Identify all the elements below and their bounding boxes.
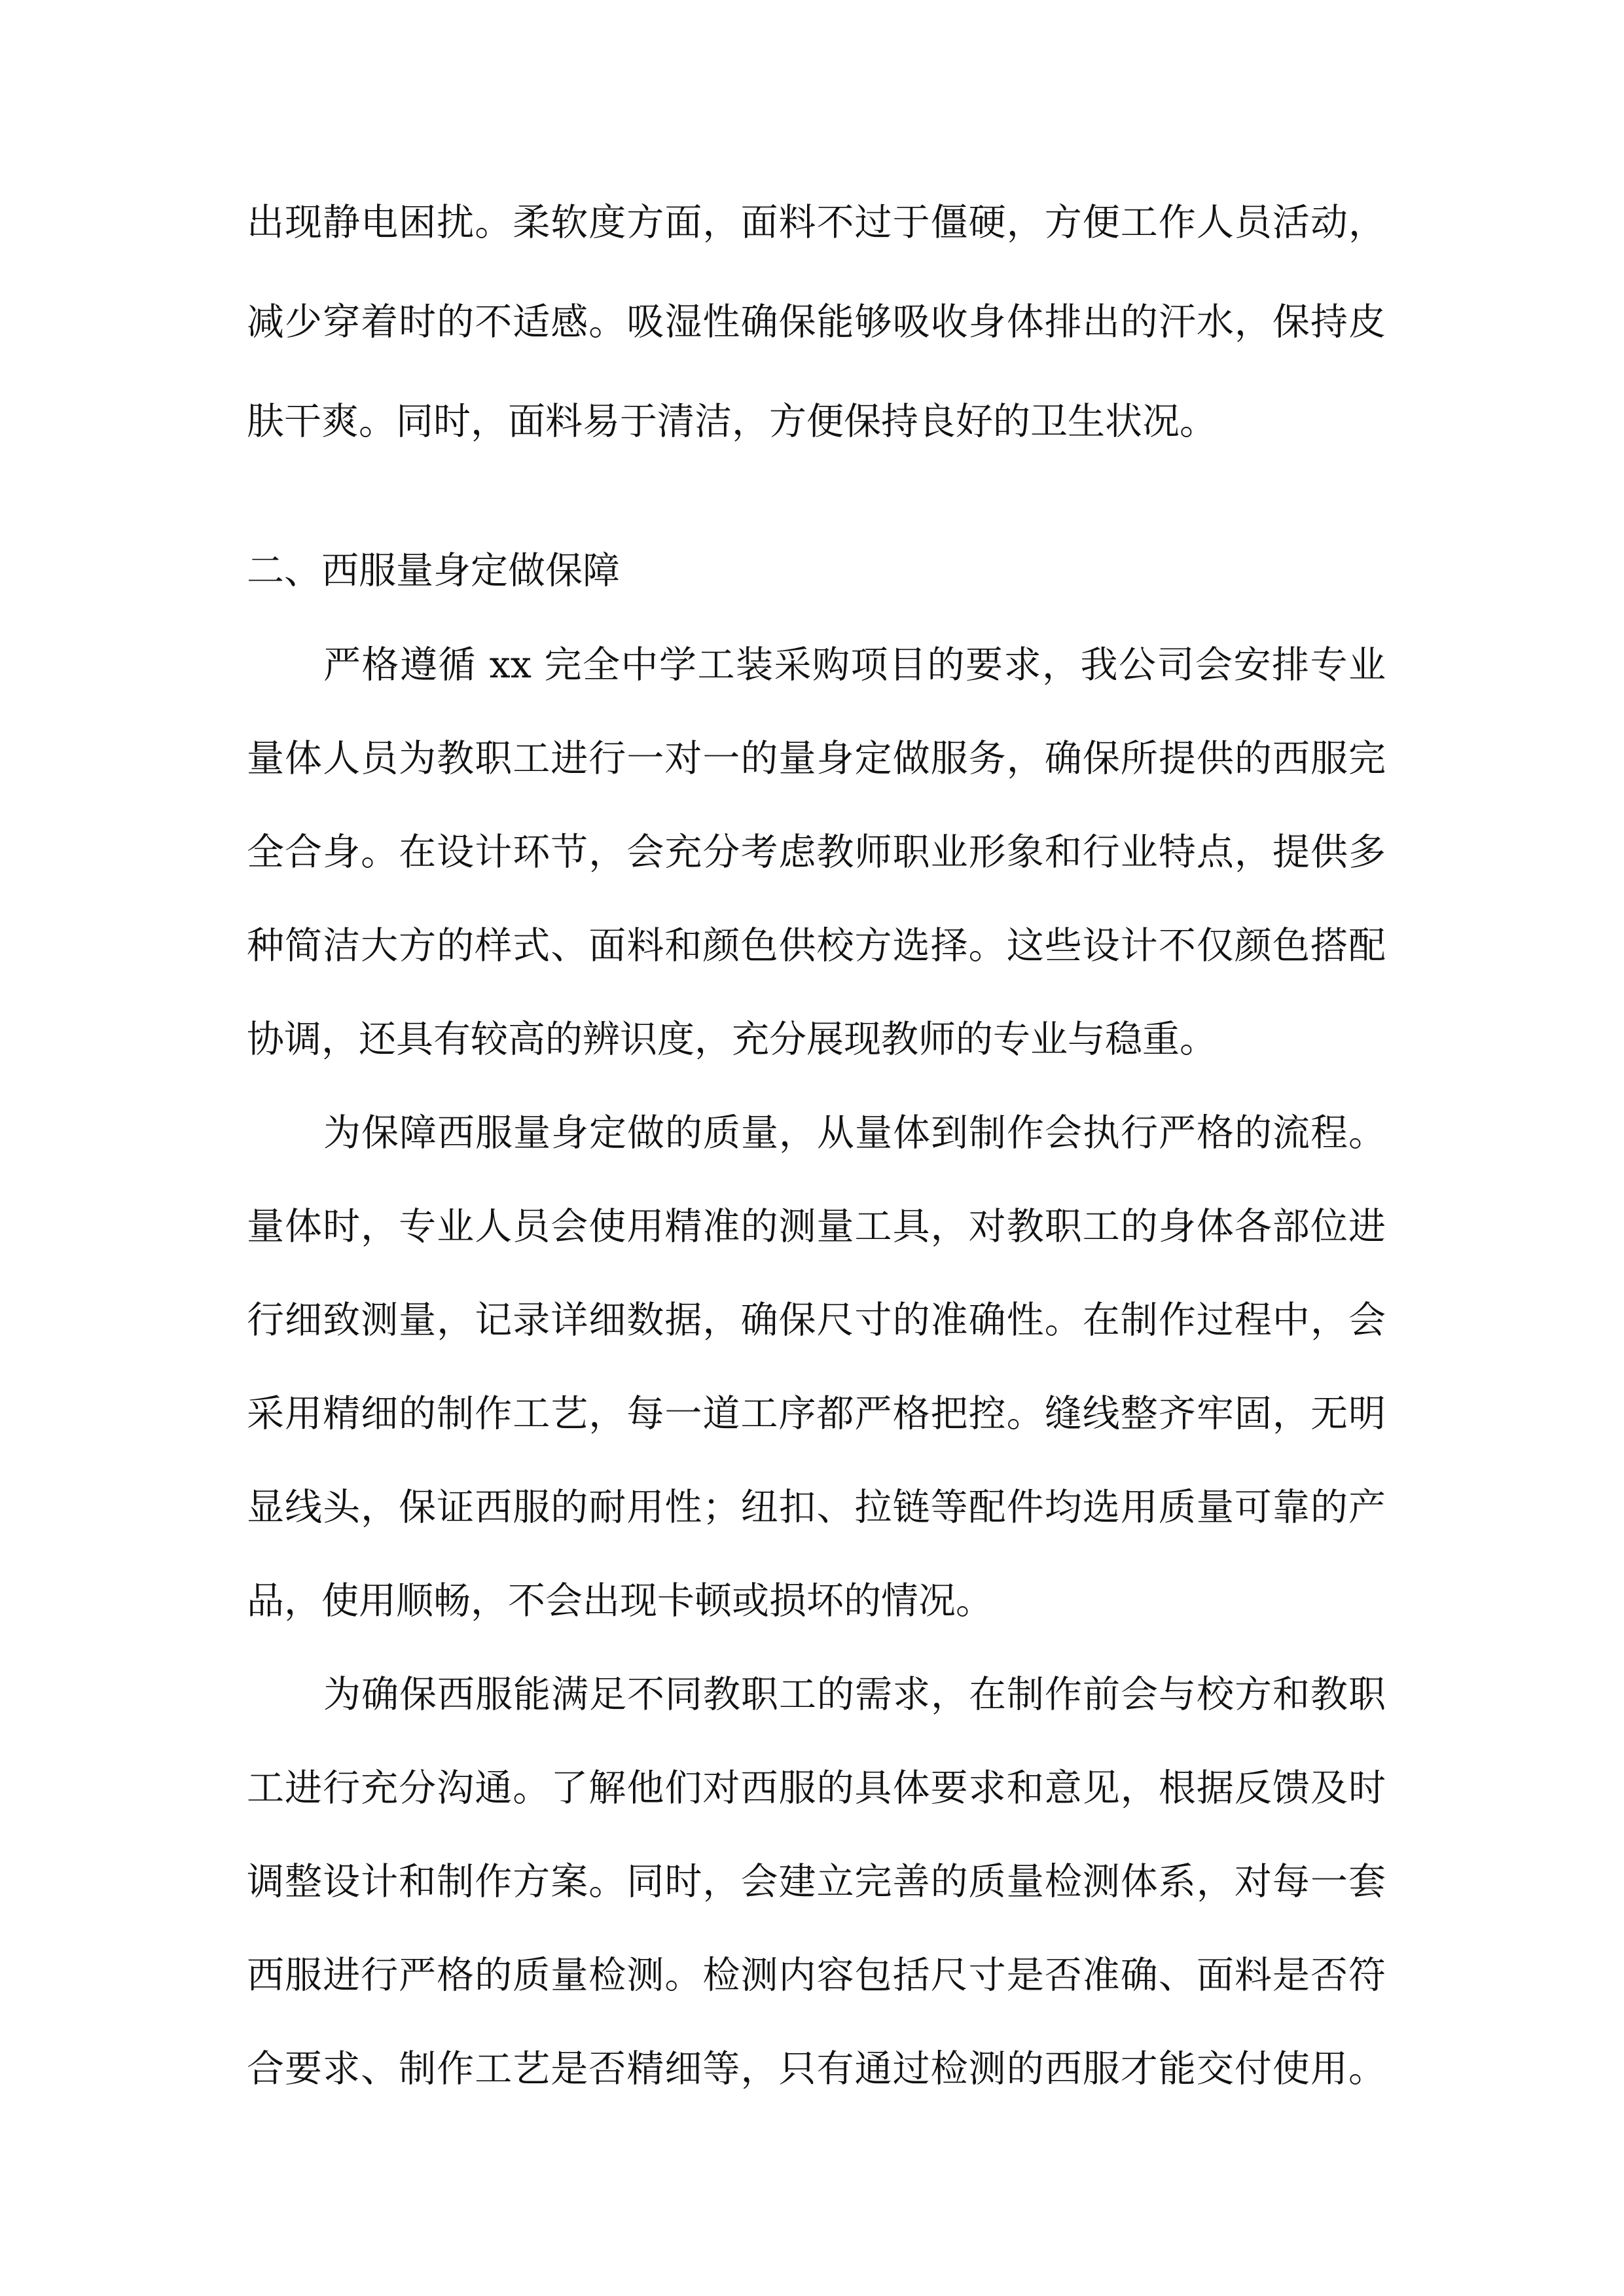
paragraph-line: 量体时，专业人员会使用精准的测量工具，对教职工的身体各部位进 xyxy=(247,1205,1386,1248)
paragraph-line: 行细致测量，记录详细数据，确保尺寸的准确性。在制作过程中，会 xyxy=(247,1299,1386,1342)
paragraph-line: 全合身。在设计环节，会充分考虑教师职业形象和行业特点，提供多 xyxy=(247,831,1386,874)
paragraph-line: 为保障西服量身定做的质量，从量体到制作会执行严格的流程。 xyxy=(323,1111,1386,1155)
text-line: 减少穿着时的不适感。吸湿性确保能够吸收身体排出的汗水，保持皮 xyxy=(247,300,1386,344)
text-line: 出现静电困扰。柔软度方面，面料不过于僵硬，方便工作人员活动， xyxy=(247,201,1386,244)
paragraph-line: 量体人员为教职工进行一对一的量身定做服务，确保所提供的西服完 xyxy=(247,737,1386,780)
paragraph-line: 协调，还具有较高的辨识度，充分展现教师的专业与稳重。 xyxy=(247,1018,1217,1061)
paragraph-line: 工进行充分沟通。了解他们对西服的具体要求和意见，根据反馈及时 xyxy=(247,1767,1386,1810)
paragraph-line: 种简洁大方的样式、面料和颜色供校方选择。这些设计不仅颜色搭配 xyxy=(247,924,1386,967)
paragraph-line: 品，使用顺畅，不会出现卡顿或损坏的情况。 xyxy=(247,1579,993,1623)
paragraph-line: 调整设计和制作方案。同时，会建立完善的质量检测体系，对每一套 xyxy=(247,1860,1386,1903)
paragraph-line: 合要求、制作工艺是否精细等，只有通过检测的西服才能交付使用。 xyxy=(247,2047,1386,2090)
paragraph-line: 为确保西服能满足不同教职工的需求，在制作前会与校方和教职 xyxy=(323,1673,1386,1716)
paragraph-line: 显线头，保证西服的耐用性；纽扣、拉链等配件均选用质量可靠的产 xyxy=(247,1486,1386,1529)
text-line: 肤干爽。同时，面料易于清洁，方便保持良好的卫生状况。 xyxy=(247,400,1217,443)
paragraph-line: 严格遵循 xx 完全中学工装采购项目的要求，我公司会安排专业 xyxy=(323,643,1386,687)
paragraph-line: 西服进行严格的质量检测。检测内容包括尺寸是否准确、面料是否符 xyxy=(247,1954,1386,1997)
paragraph-line: 采用精细的制作工艺，每一道工序都严格把控。缝线整齐牢固，无明 xyxy=(247,1392,1386,1435)
section-heading: 二、西服量身定做保障 xyxy=(247,549,620,592)
